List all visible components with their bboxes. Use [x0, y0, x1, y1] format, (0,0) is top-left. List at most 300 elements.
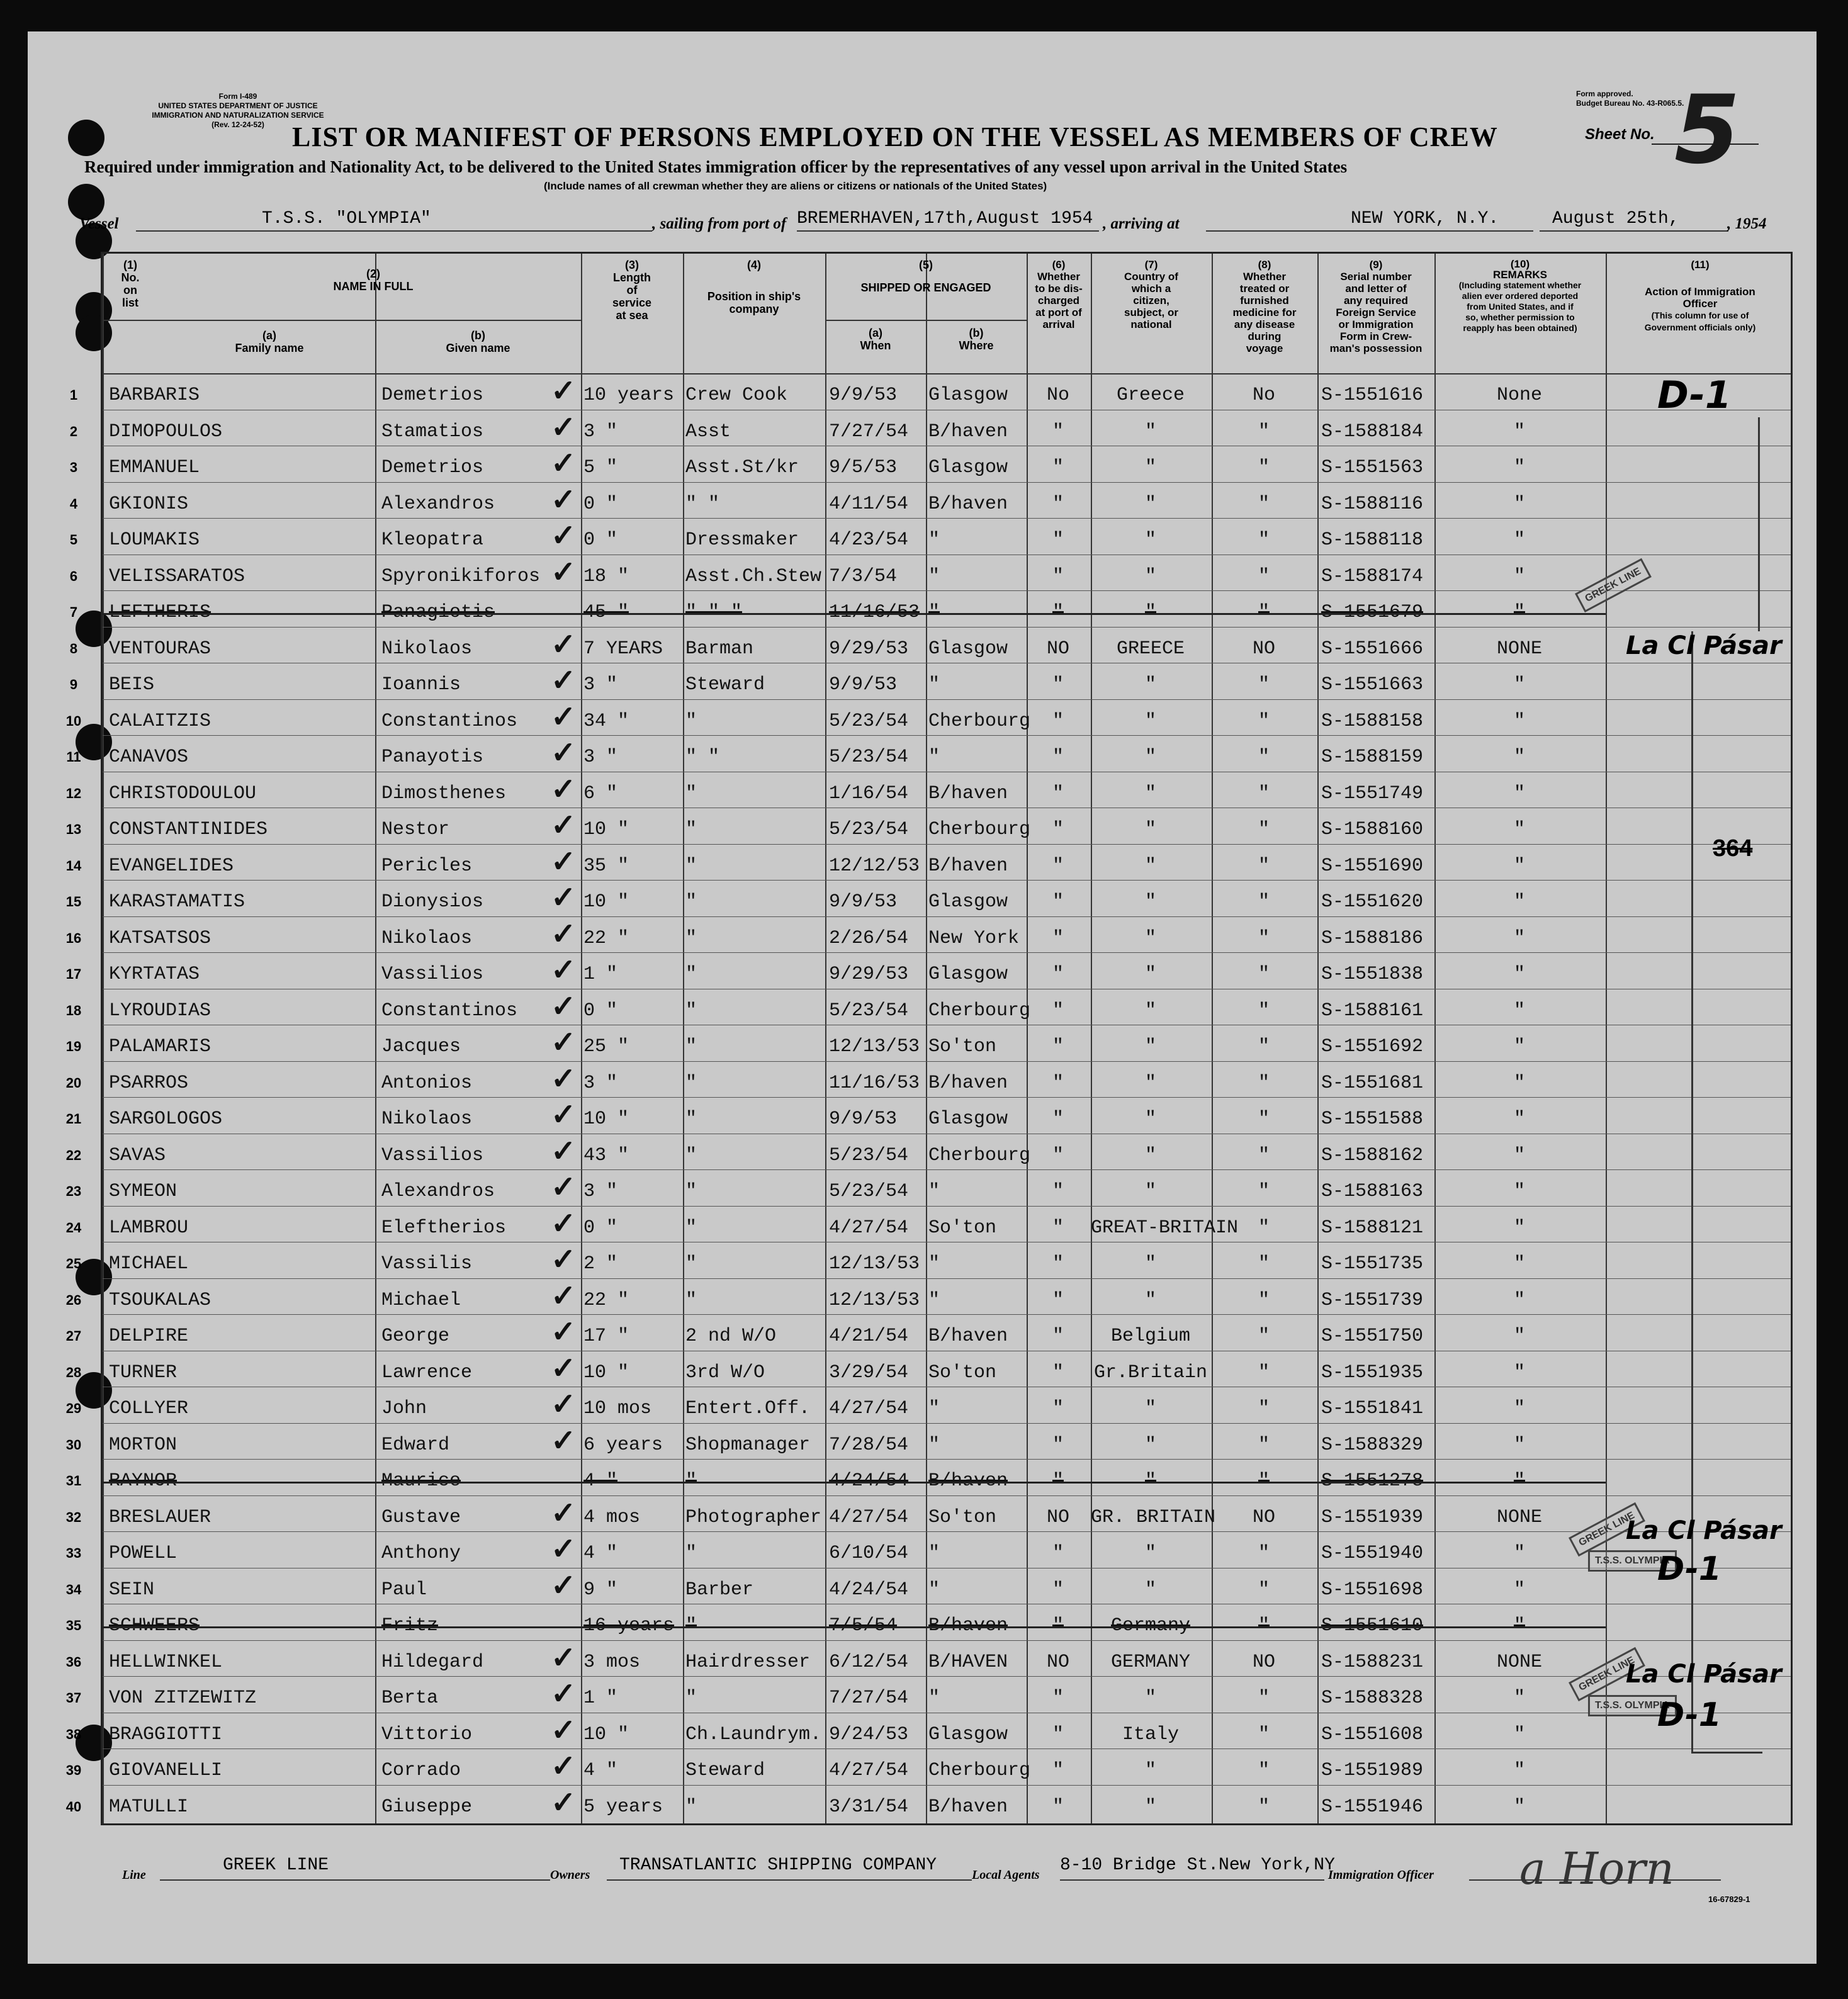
check-mark-icon: ✓ — [551, 1315, 577, 1349]
where-cell: " — [928, 746, 940, 768]
where-cell: " — [928, 602, 940, 623]
row-number: 30 — [65, 1436, 82, 1453]
col-label-line: Foreign Service — [1336, 307, 1416, 318]
col-label-line: list — [121, 296, 138, 309]
family-name-cell: EMMANUEL — [109, 457, 200, 478]
when-cell: 5/23/54 — [829, 710, 909, 732]
col-label-line: voyage — [1246, 342, 1283, 354]
count-annotation: 364 — [1713, 835, 1753, 862]
serial-cell: S-1551690 — [1321, 855, 1424, 877]
remarks-cell: " — [1513, 1687, 1525, 1709]
col-label-line: charged — [1037, 295, 1080, 307]
col-letter: (b) — [471, 329, 485, 342]
service-cell: 2 " — [583, 1253, 618, 1275]
where-cell: B/haven — [928, 1326, 1008, 1347]
remarks-cell: NONE — [1496, 1506, 1542, 1528]
row-number: 40 — [65, 1798, 82, 1815]
discharged-cell: " — [1052, 819, 1064, 840]
department-name: UNITED STATES DEPARTMENT OF JUSTICE — [158, 101, 318, 110]
country-cell: " — [1144, 529, 1156, 551]
col11-header — [1606, 259, 1794, 334]
check-mark-icon: ✓ — [551, 736, 577, 770]
discharged-cell: " — [1052, 1361, 1064, 1383]
col-letter: (a) — [262, 329, 276, 342]
check-mark-icon: ✓ — [551, 1713, 577, 1747]
row-number: 21 — [65, 1111, 82, 1127]
row-rule — [103, 880, 1791, 881]
col-label-line: treated or — [1239, 283, 1290, 295]
service-cell: 4 " — [583, 1760, 618, 1781]
row-rule — [103, 1169, 1791, 1170]
given-name-cell: Constantinos — [381, 710, 518, 732]
check-mark-icon: ✓ — [551, 1424, 577, 1458]
position-cell: " — [685, 1217, 697, 1239]
position-cell: " — [685, 1687, 697, 1709]
given-name-cell: Stamatios — [381, 420, 484, 442]
service-cell: 10 " — [583, 1723, 629, 1745]
position-cell: " — [685, 819, 697, 840]
col9-header — [1317, 259, 1434, 354]
remarks-cell: " — [1513, 1434, 1525, 1456]
remarks-cell: " — [1513, 1181, 1525, 1202]
given-name-cell: Berta — [381, 1687, 439, 1709]
row-number: 14 — [65, 857, 82, 874]
serial-cell: S-1588186 — [1321, 927, 1424, 949]
service-cell: 4 " — [583, 1470, 618, 1492]
when-cell: 9/5/53 — [829, 457, 898, 478]
service-cell: 1 " — [583, 1687, 618, 1709]
family-name-cell: LOUMAKIS — [109, 529, 200, 551]
country-cell: " — [1144, 855, 1156, 877]
check-mark-icon: ✓ — [551, 1062, 577, 1096]
country-cell: " — [1144, 1760, 1156, 1781]
treated-cell: " — [1258, 1579, 1270, 1601]
where-cell: New York — [928, 927, 1020, 949]
position-cell: Photographer — [685, 1506, 822, 1528]
treated-cell: " — [1258, 1434, 1270, 1456]
col-number: (5) — [919, 259, 933, 271]
given-name-cell: Hildegard — [381, 1651, 484, 1673]
treated-cell: " — [1258, 1361, 1270, 1383]
given-name-cell: Alexandros — [381, 493, 495, 515]
table-row — [65, 1713, 1791, 1749]
position-cell: " — [685, 1181, 697, 1202]
country-cell: " — [1144, 1398, 1156, 1419]
country-cell: " — [1144, 1687, 1156, 1709]
col-label-line: any required — [1343, 295, 1409, 307]
where-cell: Cherbourg — [928, 710, 1031, 732]
discharged-cell: " — [1052, 1796, 1064, 1818]
col-label-line: during — [1248, 330, 1282, 342]
treated-cell: " — [1258, 1326, 1270, 1347]
serial-cell: S-1551739 — [1321, 1289, 1424, 1311]
country-cell: " — [1144, 1181, 1156, 1202]
given-name-cell: Spyronikiforos — [381, 565, 541, 587]
when-cell: 4/27/54 — [829, 1398, 909, 1419]
col-label-line: at sea — [616, 309, 648, 322]
discharged-cell: " — [1052, 891, 1064, 913]
discharged-cell: No — [1046, 385, 1069, 406]
when-cell: 9/9/53 — [829, 891, 898, 913]
where-cell: B/haven — [928, 1796, 1008, 1818]
position-cell: " — [685, 1615, 697, 1636]
serial-cell: S-1588158 — [1321, 710, 1424, 732]
check-mark-icon: ✓ — [551, 1279, 577, 1313]
table-row — [65, 1748, 1791, 1785]
given-name-cell: Panagiotis — [381, 602, 495, 623]
table-row — [65, 772, 1791, 808]
when-cell: 9/9/53 — [829, 1108, 898, 1130]
remarks-cell: " — [1513, 565, 1525, 587]
treated-cell: " — [1258, 710, 1270, 732]
col-label-line: or Immigration — [1338, 318, 1414, 330]
given-name-cell: Lawrence — [381, 1361, 473, 1383]
discharged-cell: " — [1052, 1579, 1064, 1601]
service-cell: 10 " — [583, 1361, 629, 1383]
check-mark-icon: ✓ — [551, 917, 577, 951]
col-label-line: Officer — [1682, 298, 1718, 310]
when-cell: 6/12/54 — [829, 1651, 909, 1673]
family-name-cell: VELISSARATOS — [109, 565, 245, 587]
row-number: 33 — [65, 1545, 82, 1561]
position-cell: Asst.Ch.Stew — [685, 565, 822, 587]
remarks-cell: " — [1513, 1144, 1525, 1166]
where-cell: B/haven — [928, 855, 1008, 877]
family-name-cell: GIOVANELLI — [109, 1760, 223, 1781]
check-mark-icon: ✓ — [551, 1171, 577, 1204]
col-label: NAME IN FULL — [333, 280, 414, 293]
when-cell: 1/16/54 — [829, 782, 909, 804]
where-cell: Cherbourg — [928, 1144, 1031, 1166]
col2-header — [166, 267, 581, 293]
position-cell: " " " — [685, 602, 743, 623]
table-row — [69, 410, 1791, 446]
row-rule — [103, 482, 1791, 483]
given-name-cell: George — [381, 1326, 450, 1347]
discharged-cell: " — [1052, 1181, 1064, 1202]
when-cell: 5/23/54 — [829, 746, 909, 768]
treated-cell: " — [1258, 782, 1270, 804]
where-cell: " — [928, 1253, 940, 1275]
col-label-line: Country of — [1124, 271, 1178, 283]
col-label-line: reapply has been obtained) — [1463, 323, 1577, 333]
remarks-cell: " — [1513, 855, 1525, 877]
where-cell: " — [928, 565, 940, 587]
given-name-cell: Antonios — [381, 1072, 473, 1094]
treated-cell: " — [1258, 819, 1270, 840]
row-rule — [103, 1423, 1791, 1424]
discharged-cell: " — [1052, 927, 1064, 949]
country-cell: " — [1144, 1144, 1156, 1166]
treated-cell: " — [1258, 891, 1270, 913]
row-number: 29 — [65, 1400, 82, 1416]
when-cell: 7/3/54 — [829, 565, 898, 587]
row-number: 1 — [69, 387, 78, 403]
table-row — [65, 1134, 1791, 1170]
row-number: 9 — [69, 677, 78, 692]
given-name-cell: Nikolaos — [381, 927, 473, 949]
where-cell: Glasgow — [928, 385, 1008, 406]
when-cell: 9/9/53 — [829, 385, 898, 406]
stamp-text: GREEK LINE — [1577, 1655, 1637, 1694]
row-number: 16 — [65, 930, 82, 946]
table-row — [65, 1351, 1791, 1387]
discharged-cell: " — [1052, 1687, 1064, 1709]
serial-cell: S-1551620 — [1321, 891, 1424, 913]
row-number: 36 — [65, 1653, 82, 1670]
family-name-cell: KARASTAMATIS — [109, 891, 245, 913]
when-cell: 9/29/53 — [829, 964, 909, 985]
discharged-cell: " — [1052, 1217, 1064, 1239]
discharged-cell: " — [1052, 782, 1064, 804]
discharged-cell: " — [1052, 1723, 1064, 1745]
table-row — [65, 1604, 1791, 1640]
shipped-subheader-rule — [825, 320, 1027, 321]
arriving-label: , arriving at — [1103, 215, 1180, 232]
service-cell: 5 " — [583, 457, 618, 478]
treated-cell: " — [1258, 1253, 1270, 1275]
remarks-cell: " — [1513, 1217, 1525, 1239]
service-cell: 43 " — [583, 1144, 629, 1166]
d1-annotation-lower: D-1 — [1657, 1550, 1721, 1588]
service-cell: 3 " — [583, 1181, 618, 1202]
check-mark-icon: ✓ — [551, 1641, 577, 1675]
service-cell: 10 " — [583, 891, 629, 913]
col-number: (6) — [1052, 259, 1066, 271]
row-number: 19 — [65, 1039, 82, 1054]
remarks-cell: " — [1513, 710, 1525, 732]
service-cell: 34 " — [583, 710, 629, 732]
row-rule — [103, 1061, 1791, 1062]
check-mark-icon: ✓ — [551, 881, 577, 915]
given-name-cell: Vassilios — [381, 964, 484, 985]
table-row — [69, 590, 1791, 627]
manifest-sheet — [28, 31, 1817, 1964]
treated-cell: " — [1258, 1687, 1270, 1709]
service-cell: 17 " — [583, 1326, 629, 1347]
position-cell: " — [685, 1144, 697, 1166]
service-cell: 0 " — [583, 493, 618, 515]
col-label-line: Position in ship's — [707, 290, 801, 303]
row-rule — [103, 1676, 1791, 1677]
stamp-text: GREEK LINE — [1577, 1510, 1637, 1549]
position-cell: Steward — [685, 1760, 765, 1781]
row-number: 2 — [69, 423, 78, 439]
country-cell: Greece — [1116, 385, 1185, 406]
where-cell: Glasgow — [928, 457, 1008, 478]
remarks-cell: " — [1513, 927, 1525, 949]
discharged-cell: " — [1052, 746, 1064, 768]
col5b-header — [926, 327, 1027, 352]
table-row — [65, 1097, 1791, 1134]
family-name-cell: RAYNOR — [109, 1470, 177, 1492]
family-name-cell: LEFTHERIS — [109, 602, 211, 623]
treated-cell: " — [1258, 746, 1270, 768]
col2b-header — [375, 329, 581, 354]
col-label-line: on — [123, 284, 137, 296]
where-cell: So'ton — [928, 1506, 997, 1528]
year-suffix: , 1954 — [1727, 215, 1767, 232]
serial-cell: S-1551749 — [1321, 782, 1424, 804]
row-rule — [103, 952, 1791, 953]
given-name-cell: Corrado — [381, 1760, 461, 1781]
given-name-cell: Vassilios — [381, 1144, 484, 1166]
remarks-cell: " — [1513, 1072, 1525, 1094]
col-label-line: arrival — [1042, 318, 1075, 330]
col6-header — [1027, 259, 1091, 330]
sailing-from: BREMERHAVEN,17th,August 1954 — [797, 209, 1093, 228]
serial-cell: S-1551610 — [1321, 1615, 1424, 1636]
family-name-cell: SCHWEERS — [109, 1615, 200, 1636]
service-cell: 0 " — [583, 529, 618, 551]
position-cell: " — [685, 1470, 697, 1492]
where-cell: B/haven — [928, 1470, 1008, 1492]
sheet-number-label: Sheet No. — [1585, 126, 1655, 143]
given-name-cell: Dimosthenes — [381, 782, 507, 804]
family-name-cell: LYROUDIAS — [109, 1000, 211, 1022]
check-mark-icon: ✓ — [551, 954, 577, 987]
country-cell: " — [1144, 602, 1156, 623]
country-cell: Italy — [1122, 1723, 1179, 1745]
given-name-cell: Constantinos — [381, 1000, 518, 1022]
row-number: 37 — [65, 1690, 82, 1706]
where-cell: B/HAVEN — [928, 1651, 1008, 1673]
when-cell: 7/27/54 — [829, 1687, 909, 1709]
where-cell: Cherbourg — [928, 1000, 1031, 1022]
family-name-cell: SYMEON — [109, 1181, 177, 1202]
check-mark-icon: ✓ — [551, 1351, 577, 1385]
country-cell: " — [1144, 1543, 1156, 1564]
check-mark-icon: ✓ — [551, 628, 577, 662]
table-row — [69, 627, 1791, 663]
col-label: Family name — [235, 342, 304, 354]
where-cell: So'ton — [928, 1361, 997, 1383]
col-label-line: and letter of — [1345, 283, 1407, 295]
treated-cell: " — [1258, 855, 1270, 877]
family-name-cell: CONSTANTINIDES — [109, 819, 268, 840]
officer-label: Immigration Officer — [1328, 1868, 1434, 1882]
row-rule — [103, 1278, 1791, 1279]
row-number: 22 — [65, 1147, 82, 1163]
col-label-line: No. — [121, 271, 140, 284]
where-cell: Glasgow — [928, 638, 1008, 660]
given-name-cell: Gustave — [381, 1506, 461, 1528]
discharged-cell: NO — [1046, 638, 1069, 660]
country-cell: " — [1144, 1253, 1156, 1275]
discharged-cell: " — [1052, 1253, 1064, 1275]
country-cell: " — [1144, 1470, 1156, 1492]
table-row — [65, 1495, 1791, 1532]
service-cell: 45 " — [583, 602, 629, 623]
row-number: 32 — [65, 1509, 82, 1525]
discharged-cell: " — [1052, 1434, 1064, 1456]
treated-cell: " — [1258, 565, 1270, 587]
vessel-underline — [136, 230, 652, 232]
discharged-cell: " — [1052, 420, 1064, 442]
col5-header — [825, 259, 1027, 294]
date-underline — [1540, 230, 1728, 232]
position-cell: Hairdresser — [685, 1651, 811, 1673]
remarks-cell: " — [1513, 493, 1525, 515]
family-name-cell: DELPIRE — [109, 1326, 189, 1347]
given-name-cell: Nestor — [381, 819, 450, 840]
line-label: Line — [122, 1868, 146, 1882]
position-cell: Entert.Off. — [685, 1398, 811, 1419]
position-cell: Shopmanager — [685, 1434, 811, 1456]
remarks-cell: None — [1496, 385, 1542, 406]
table-row — [65, 844, 1791, 881]
row-rule — [103, 518, 1791, 519]
given-name-cell: Edward — [381, 1434, 450, 1456]
remarks-cell: NONE — [1496, 638, 1542, 660]
treated-cell: " — [1258, 964, 1270, 985]
treated-cell: " — [1258, 1398, 1270, 1419]
d1-annotation-top: D-1 — [1657, 373, 1732, 417]
col10-header — [1434, 259, 1606, 334]
when-cell: 7/5/54 — [829, 1615, 898, 1636]
position-cell: " — [685, 1036, 697, 1057]
remarks-cell: " — [1513, 1796, 1525, 1818]
serial-cell: S-1551663 — [1321, 674, 1424, 695]
col7-header — [1091, 259, 1212, 330]
service-cell: 6 years — [583, 1434, 663, 1456]
col-label-line: Government officials only) — [1644, 322, 1756, 332]
officer-signature: a Horn — [1519, 1843, 1674, 1895]
country-cell: " — [1144, 457, 1156, 478]
where-cell: So'ton — [928, 1217, 997, 1239]
discharged-cell: " — [1052, 1543, 1064, 1564]
col-number: (8) — [1258, 259, 1271, 271]
row-number: 34 — [65, 1581, 82, 1597]
check-mark-icon: ✓ — [551, 772, 577, 806]
check-mark-icon: ✓ — [551, 1496, 577, 1530]
table-row — [69, 518, 1791, 555]
family-name-cell: MATULLI — [109, 1796, 189, 1818]
position-cell: " — [685, 891, 697, 913]
col-label-line: so, whether permission to — [1465, 312, 1575, 322]
table-row — [65, 880, 1791, 916]
position-cell: " — [685, 855, 697, 877]
remarks-cell: " — [1513, 1615, 1525, 1636]
table-row — [65, 808, 1791, 844]
serial-cell: S-1551735 — [1321, 1253, 1424, 1275]
treated-cell: " — [1258, 1543, 1270, 1564]
position-cell: " — [685, 1000, 697, 1022]
given-name-cell: Jacques — [381, 1036, 461, 1057]
service-cell: 10 years — [583, 385, 675, 406]
sailing-underline — [797, 230, 1099, 232]
serial-cell: S-1588162 — [1321, 1144, 1424, 1166]
check-mark-icon: ✓ — [551, 1568, 577, 1602]
col-label: When — [860, 339, 891, 352]
table-row — [65, 1169, 1791, 1206]
serial-cell: S-1551681 — [1321, 1072, 1424, 1094]
when-cell: 4/27/54 — [829, 1760, 909, 1781]
when-cell: 4/11/54 — [829, 493, 909, 515]
check-mark-icon: ✓ — [551, 1243, 577, 1276]
position-cell: " " — [685, 493, 720, 515]
treated-cell: No — [1252, 385, 1275, 406]
table-row — [65, 916, 1791, 953]
treated-cell: " — [1258, 1796, 1270, 1818]
table-row — [69, 482, 1791, 519]
vessel-name: T.S.S. "OLYMPIA" — [262, 209, 431, 228]
remarks-cell: " — [1513, 1470, 1525, 1492]
given-name-cell: Panayotis — [381, 746, 484, 768]
discharged-cell: " — [1052, 529, 1064, 551]
when-cell: 9/29/53 — [829, 638, 909, 660]
service-cell: 22 " — [583, 927, 629, 949]
